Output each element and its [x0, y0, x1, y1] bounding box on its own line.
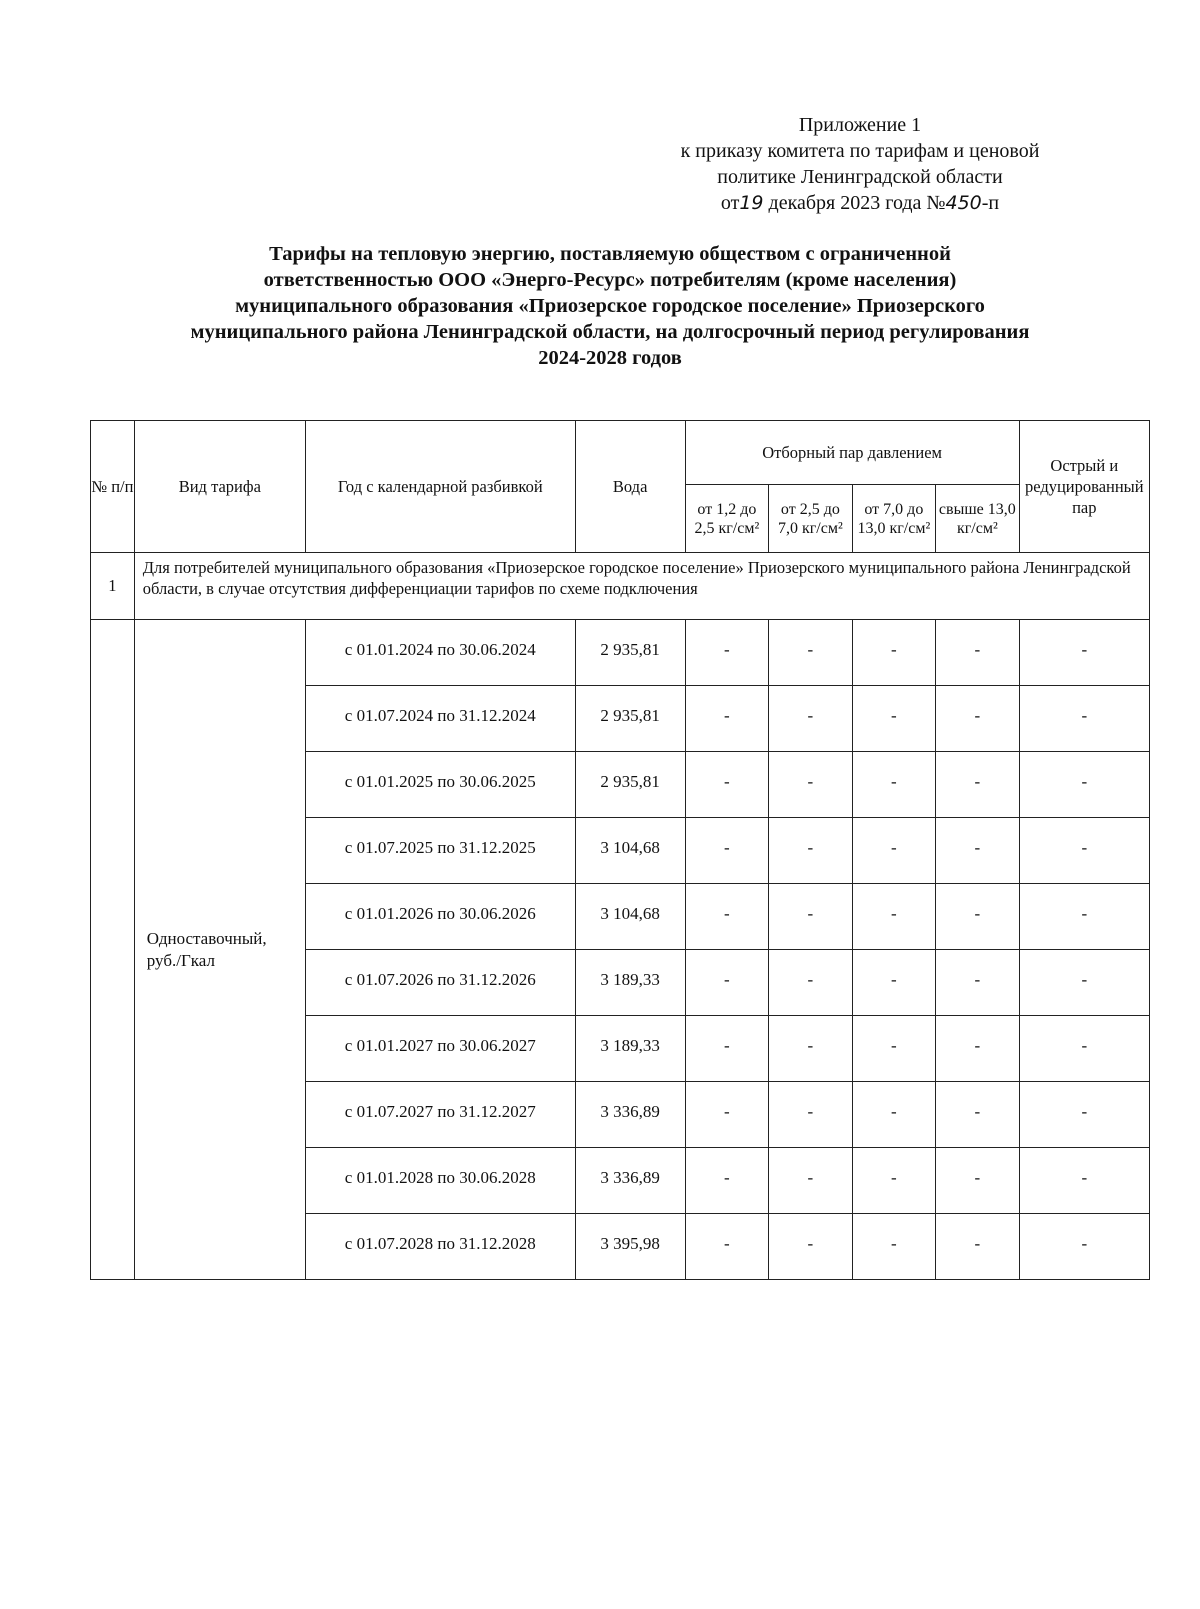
steam-2-value: - [769, 686, 852, 752]
steam-3-value: - [852, 686, 935, 752]
steam-1-value: - [685, 686, 768, 752]
order-line-1: к приказу комитета по тарифам и ценовой [680, 140, 1040, 162]
sharp-steam-value: - [1019, 818, 1149, 884]
period-cell: с 01.07.2028 по 31.12.2028 [305, 1214, 575, 1280]
steam-4-value: - [936, 1148, 1020, 1214]
title-line-2: ответственностью ООО «Энерго-Ресурс» потребителям (кроме населения) [263, 269, 957, 291]
steam-4-value: - [936, 686, 1020, 752]
water-value: 2 935,81 [575, 620, 685, 686]
date-day-handwritten: 19 [739, 192, 764, 214]
steam-2-value: - [769, 1148, 852, 1214]
sharp-steam-value: - [1019, 950, 1149, 1016]
tariff-table [90, 420, 1150, 1280]
period-cell: с 01.07.2024 по 31.12.2024 [305, 686, 575, 752]
tariff-rows [91, 620, 1150, 1280]
date-middle: декабря 2023 года № [768, 192, 946, 214]
steam-3-value: - [852, 1016, 935, 1082]
period-cell: с 01.07.2025 по 31.12.2025 [305, 818, 575, 884]
header-num: № п/п [91, 421, 135, 553]
steam-4-value: - [936, 884, 1020, 950]
header-tariff-type: Вид тарифа [134, 421, 305, 553]
steam-4-value: - [936, 1016, 1020, 1082]
sharp-steam-value: - [1019, 752, 1149, 818]
header-steam-3: от 7,0 до 13,0 кг/см² [852, 485, 935, 553]
header-steam-4: свыше 13,0 кг/см² [936, 485, 1020, 553]
water-value: 3 104,68 [575, 818, 685, 884]
header-steam-1: от 1,2 до 2,5 кг/см² [685, 485, 768, 553]
steam-3-value: - [852, 818, 935, 884]
title-line-5: 2024-2028 годов [538, 347, 682, 369]
steam-1-value: - [685, 1082, 768, 1148]
steam-2-value: - [769, 1082, 852, 1148]
water-value: 3 189,33 [575, 1016, 685, 1082]
steam-4-value: - [936, 752, 1020, 818]
sharp-steam-value: - [1019, 1148, 1149, 1214]
period-cell: с 01.01.2024 по 30.06.2024 [305, 620, 575, 686]
period-cell: с 01.01.2025 по 30.06.2025 [305, 752, 575, 818]
steam-1-value: - [685, 884, 768, 950]
steam-1-value: - [685, 752, 768, 818]
water-value: 3 189,33 [575, 950, 685, 1016]
order-line-2: политике Ленинградской области [717, 166, 1003, 188]
steam-3-value: - [852, 1148, 935, 1214]
header-row-1 [91, 421, 1150, 485]
steam-1-value: - [685, 1148, 768, 1214]
sharp-steam-value: - [1019, 1082, 1149, 1148]
steam-3-value: - [852, 884, 935, 950]
sharp-steam-value: - [1019, 1016, 1149, 1082]
header-steam-group: Отборный пар давлением [685, 421, 1019, 485]
title-line-4: муниципального района Ленинградской области, на долгосрочный период регулирования [190, 321, 1030, 343]
period-cell: с 01.01.2028 по 30.06.2028 [305, 1148, 575, 1214]
header-sharp-steam: Острый и редуцированный пар [1019, 421, 1149, 553]
steam-1-value: - [685, 1214, 768, 1280]
period-cell: с 01.07.2027 по 31.12.2027 [305, 1082, 575, 1148]
steam-2-value: - [769, 1016, 852, 1082]
steam-3-value: - [852, 1082, 935, 1148]
appendix-block [600, 112, 1120, 216]
group-number: 1 [91, 553, 135, 620]
order-suffix: -п [981, 192, 1000, 214]
steam-3-value: - [852, 1214, 935, 1280]
period-cell: с 01.01.2026 по 30.06.2026 [305, 884, 575, 950]
water-value: 2 935,81 [575, 752, 685, 818]
steam-3-value: - [852, 950, 935, 1016]
steam-1-value: - [685, 620, 768, 686]
water-value: 3 395,98 [575, 1214, 685, 1280]
sharp-steam-value: - [1019, 884, 1149, 950]
order-number-handwritten: 450 [945, 192, 982, 214]
title-line-3: муниципального образования «Приозерское городское поселение» Приозерского [235, 295, 985, 317]
steam-4-value: - [936, 1214, 1020, 1280]
steam-4-value: - [936, 1082, 1020, 1148]
title-line-1: Тарифы на тепловую энергию, поставляемую обществом с ограниченной [269, 243, 951, 265]
order-date-line [600, 190, 1120, 216]
table-row [91, 620, 1150, 686]
group-row [91, 553, 1150, 620]
sharp-steam-value: - [1019, 1214, 1149, 1280]
steam-2-value: - [769, 620, 852, 686]
num-column-blank [91, 620, 135, 1280]
steam-4-value: - [936, 950, 1020, 1016]
steam-2-value: - [769, 818, 852, 884]
steam-2-value: - [769, 752, 852, 818]
steam-1-value: - [685, 1016, 768, 1082]
appendix-title: Приложение 1 [798, 114, 922, 136]
steam-4-value: - [936, 620, 1020, 686]
steam-3-value: - [852, 620, 935, 686]
water-value: 3 336,89 [575, 1082, 685, 1148]
header-water: Вода [575, 421, 685, 553]
period-cell: с 01.07.2026 по 31.12.2026 [305, 950, 575, 1016]
sharp-steam-value: - [1019, 686, 1149, 752]
steam-2-value: - [769, 1214, 852, 1280]
steam-2-value: - [769, 950, 852, 1016]
water-value: 3 104,68 [575, 884, 685, 950]
period-cell: с 01.01.2027 по 30.06.2027 [305, 1016, 575, 1082]
header-steam-2: от 2,5 до 7,0 кг/см² [769, 485, 852, 553]
tariff-type-cell: Одноставочный, руб./Гкал [134, 620, 305, 1280]
steam-1-value: - [685, 950, 768, 1016]
header-year: Год с календарной разбивкой [305, 421, 575, 553]
water-value: 3 336,89 [575, 1148, 685, 1214]
document-title [80, 241, 1140, 371]
steam-2-value: - [769, 884, 852, 950]
steam-3-value: - [852, 752, 935, 818]
date-prefix: от [720, 192, 740, 214]
steam-1-value: - [685, 818, 768, 884]
water-value: 2 935,81 [575, 686, 685, 752]
sharp-steam-value: - [1019, 620, 1149, 686]
group-description: Для потребителей муниципального образования «Приозерское городское поселение» Приозерского муниципального района Ленинградской области, в случае отсутствия дифференциации тарифов по схеме подключения [134, 553, 1149, 620]
steam-4-value: - [936, 818, 1020, 884]
